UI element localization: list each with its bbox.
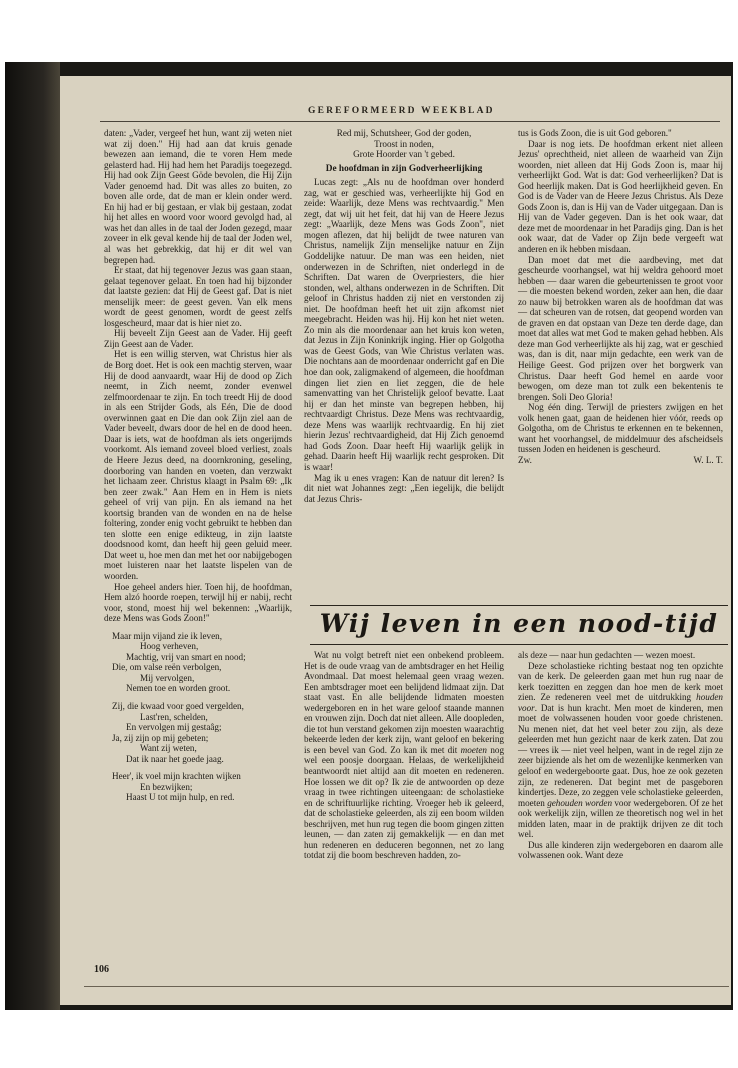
col1-paragraph-5: Hoe geheel anders hier. Toen hij, de hoofdman, Hem alzó hoorde roepen, terwijl hij er nabij, recht voor, stond, moest hij wel bekennen: „Waarlijk, deze Mens was Gods Zoon!"	[104, 581, 292, 624]
running-title: GEREFORMEERD WEEKBLAD	[308, 106, 495, 116]
poem-line: Heer', ik voel mijn krachten wijken	[112, 771, 241, 782]
col3-paragraph-2: Daar is nog iets. De hoofdman erkent niet alleen Jezus' oprechtheid, niet alleen de waarheid van Zijn woorden, niet alleen dat Hij Gods Zoon is, maar hij verheerlijkt God. Wat is dat: God verheerlijken? Dat is God heerlijk maken. Dat is God heerlijkheid geven. En God is de Vader van de Heere Jezus Christus. Als Deze Gods Zoon is, dan is Hij van de Vader uitgegaan. Dan is Hij van de Vader gegeven. Dan is het ook waar, dat deze met de moordenaar in het Paradijs ging. Dan is het ook waar, dat de Vader op Zijn bede vergeeft wat anderen en ik hebben misdaan.	[518, 138, 723, 255]
article2-paragraph-2: als deze — naar hun gedachten — wezen moest.	[518, 650, 696, 660]
magazine-page	[60, 76, 731, 1005]
article2-text: voor wedergeboren. Of ze het ook werkelijk zijn, willen ze theoretisch nog wel in het midden laten, maar in de praktijk drijven ze dit toch wel.	[518, 797, 724, 840]
article2-text: nog wel een poosje doorgaan. Helaas, de werkelijkheid beantwoordt niet altijd aan dit moeten en redeneren. Hoe lossen we dit op? Ik zie de antwoorden op deze vraag in twee richtingen uiteengaan: de scholastieke en de schriftuurlijke richting. Vroeger heb ik geleerd, dat de scholastieke geleerden, als zij een boom wilden beschrijven, met hun rug tegen die boom gingen zitten leunen, — dan zaten zij gemakkelijk — en dan met hun redeneren en deduceren begonnen, net zo lang totdat zij die boom beschreven hadden, zo-	[304, 744, 505, 861]
emphasis-gehouden-worden: gehouden worden	[547, 797, 613, 808]
title-rule-top	[310, 605, 728, 606]
poem-line: Maar mijn vijand zie ik leven,	[112, 630, 222, 641]
hymn-line: Grote Hoorder van 't gebed.	[353, 149, 455, 160]
hymn-line: Troost in noden,	[374, 138, 434, 149]
article2-column-left	[304, 650, 504, 861]
article2-paragraph-3	[518, 661, 723, 840]
col2-paragraph-1: Lucas zegt: „Als nu de hoofdman over honderd zag, wat er geschied was, verheerlijkte hij God en zeide: Waarlijk, deze Mens was rechtvaardig." Men zegt, dat wij uit het feit, dat hij van de Heere Jezus zegt: „Waarlijk, deze Mens was Gods Zoon", niet mogen aflezen, dat hij belijdt de twee naturen van Christus, namelijk Zijn menselijke natuur en Zijn Goddelijke natuur. De man was een heiden, niet onderwezen in de Schriften, niet onderlegd in de Schriften. Dat waren de Overpriesters, die hier stonden, wel, althans onderwezen in de Schriften. Dit geloof in Christus hadden zij niet en verstonden zij niet. De hoofdman heeft het uit zijn afkomst niet meegebracht. Heiden was hij. Hij kon het niet weten. Zo min als die moordenaar aan het kruis kon weten, dat Jezus in Zijn Koninkrijk inging. Hier op Golgotha was de Geest Gods, van Wie Christus verlaten was. Die nochtans aan de moordenaar onderricht gaf en Die hoe dan ook, zaligmakend of algemeen, die hoofdman dingen liet zien en liet zeggen, die de hele samenvatting van het Christelijk geloof bevatte. Laat hij er dan het minste van begrepen hebben, hij rechtvaardigt Christus. Deze Mens was rechtvaardig, deze Mens was waarlijk rechtvaardig. En hij ziet hierin Jezus' rechtvaardigheid, dat Hij Zich genoemd had Gods Zoon. Daar heeft Hij waarlijk gelijk in gehad. Daarin heeft Hij waarlijk recht gesproken. Dit is waar!	[304, 177, 504, 472]
poem-stanza-3	[104, 771, 292, 803]
hymn-verse	[304, 128, 504, 160]
title-rule-bottom	[310, 644, 728, 645]
poem-line: En bezwijken;	[140, 781, 193, 792]
page-number: 106	[94, 964, 109, 975]
col1-paragraph-2: Er staat, dat hij tegenover Jezus was gaan staan, gelaat tegenover gelaat. En toen had hij bijzonder dat laatste gezien: dat Hij de Geest gaf. Dat is niet menselijk meer: de geest geven. Van elk mens wordt de geest genomen, wordt de geest zelfs losgescheurd, maar dat is hier niet zo.	[104, 265, 292, 328]
poem-line: Want zij weten,	[140, 743, 197, 754]
col1-paragraph-1: daten: „Vader, vergeef het hun, want zij weten niet wat zij doen." Hij had aan dat kruis genade bewezen aan iemand, die te voren Hem mede gelasterd had. Hij had hem het Paradijs toegezegd. Hij had ook Zijn Geest Göde bevolen, die Hij Zijn Vader genoemd had. Dit was alles zo buiten, zo boven alle orde, dat de man er klein onder werd. En hij had er bij gestaan, er vlak bij gestaan, zodat hij het alles en woord voor woord gevolgd had, al was het dan alles in de taal der Joden gezegd, maar zoveer in elk geval kende hij de taal der Joden wel, al was het gebrekkig, dat hij er dit wel van begrepen had.	[104, 128, 292, 265]
signature-author: W. L. T.	[693, 454, 723, 465]
poem-stanza-1	[104, 631, 292, 694]
psalm-poem	[104, 631, 292, 803]
poem-line: Zij, die kwaad voor goed vergelden,	[112, 700, 244, 711]
article2-paragraph-1	[304, 650, 504, 861]
article2-text: Deze scholastieke richting bestaat nog ten opzichte van de kerk. De geleerden gaan met hun rug naar de kerk toezitten en zeggen dan hoe men de kerk moet zien. Ze redeneren veel met de uitdrukking	[518, 660, 723, 703]
book-binding-shadow	[5, 62, 60, 1010]
poem-line: Nemen toe en worden groot.	[126, 683, 231, 694]
column-middle	[304, 128, 504, 504]
poem-line: En vervolgen mij gestaâg;	[126, 722, 222, 733]
col3-paragraph-1: tus is Gods Zoon, die is uit God geboren."	[518, 128, 672, 138]
poem-line: Mij vervolgen,	[140, 672, 195, 683]
article2-text: Wat nu volgt betreft niet een onbekend probleem. Het is de oude vraag van de ambtsdrager en het Heilig Avondmaal. Dat moest helemaal geen vraag wezen. Een ambtsdrager moet een belijdend lidmaat zijn. Dat staat vast. En alle belijdende lidmaten moesten wedergeboren en in het ware geloof staande mannen en vrouwen zijn. Doch dat niet alleen. Alle doopleden, die tot hun verstand gekomen zijn moesten waarachtig bekeerde leden der kerk zijn, want geloof en bekering is een bevel van God. Zo kan ik met dit	[304, 650, 504, 755]
poem-line: Last'ren, schelden,	[140, 711, 208, 722]
col3-paragraph-4: Nog één ding. Terwijl de priesters zwijgen en het volk henen gaat, gaan de heidenen hier vóór, reeds op Golgotha, om de Christus te erkennen en te bekennen, want het voorhangsel, de middelmuur des afscheidsels tussen Joden en heidenen is gescheurd.	[518, 402, 723, 455]
poem-line: Dat ik naar het goede jaag.	[126, 753, 224, 764]
emphasis-moeten: moeten	[460, 744, 487, 755]
article2-text: . Dat is hun kracht. Men moet de kinderen, men moet de volwassenen houden voor goede christenen. Nu menen niet, dat het veel beter zou zijn, als deze geleerden met hun gezicht naar de kerk zaten. Dat zou — vrees ik — niet veel helpen, want in de regel zijn ze zeer bijziende als het om de wezenlijke kenmerken van geloof en wedergeboorte gaat. Dus, hoe ze ook gezeten zijn, ze redeneren. Dat begint met de pasgeboren kindertjes. Deze, zo zeggen vele scholastieke geleerden, moeten	[518, 702, 723, 808]
poem-line: Die, om valse reën verbolgen,	[112, 662, 222, 673]
poem-line: Haast U tot mijn hulp, en red.	[126, 792, 235, 803]
article-title: Wij leven in een nood-tijd	[319, 609, 719, 638]
poem-line: Hoog verheven,	[140, 641, 199, 652]
column-left	[104, 128, 292, 810]
poem-stanza-2	[104, 701, 292, 764]
hymn-line: Red mij, Schutsheer, God der goden,	[336, 128, 472, 138]
col1-paragraph-4: Het is een willig sterven, wat Christus hier als de Borg doet. Het is ook een machtig sterven, waar Hij de dood aanvaardt, waar Hij de dood op Zich neemt, in Zich neemt, zonder evenwel zelfmoordenaar te zijn. En toch treedt Hij de dood in als een Strijder Gods, als Eén, Die de dood overwinnen gaat en Die dan ook Zijn ziel aan de Vader beveelt, dwars door de hel en de dood heen. Daar is iets, wat de hoofdman als iets ongerijmds voorkomt. Als iemand zoveel bloed verliest, zoals de Heere Jezus deed, na doornkroning, geseling, doorboring van handen en voeten, dan verzwakt het lichaam zeer. Christus klaagt in Psalm 69: „Ik ben zeer zwak." Aan Hem en in Hem is niets geheel of vrij van pijn. En als iemand na het koortsig branden van de wonden en na de helse foltering, zonder enig vocht gebruikt te hebben dan ten slotte een enige edikteug, in zijn laatste doodsnood komt, dan heeft hij geen geluid meer. Dat weet u, hoe men dan met het oor nabijgebogen moet luisteren naar het laatste lispelen van de woorden.	[104, 349, 292, 581]
poem-line: Ja, zij zijn op mij gebeten;	[112, 732, 209, 743]
article2-column-right	[518, 650, 723, 861]
header-rule	[100, 121, 720, 122]
footer-rule	[84, 986, 729, 987]
col1-paragraph-3: Hij beveelt Zijn Geest aan de Vader. Hij geeft Zijn Geest aan de Vader.	[104, 328, 292, 349]
section-heading: De hoofdman in zijn Godverheerlijking	[325, 163, 483, 174]
signature-line	[518, 455, 723, 466]
poem-line: Machtig, vrij van smart en nood;	[126, 651, 246, 662]
article2-paragraph-4: Dus alle kinderen zijn wedergeboren en daarom alle volwassenen ook. Want deze	[518, 839, 723, 861]
col2-paragraph-2: Mag ik u enes vragen: Kan de natuur dit leren? Is dit niet wat Johannes zegt: „Een iegelijk, die belijdt dat Jezus Chris-	[304, 472, 504, 504]
emphasis-houden-voor: houden voor	[518, 692, 723, 713]
col3-paragraph-3: Dan moet dat met die aardbeving, met dat gescheurde voorhangsel, wat hij weldra gehoord moet hebben — daar waren die gebeurtenissen te groot voor — die moesten bekend worden, zeker aan hen, die daar zo nauw bij betrokken waren als de hoofdman dat was — dat scheuren van de rotsen, dat geopend worden van de graven en dat opstaan van Deze ten derde dage, dan moet dat alles wat met God te maken gehad hebben. Als deze man God verheerlijkte als hij zag, wat er geschied was, dan is dit, naar mijn gedachte, een werk van de Heilige Geest. God prijzen over het borgwerk van Christus. Daar heeft God hemel en aarde voor bewogen, om deze man tot zulk een bekentenis te brengen. Soli Deo Gloria!	[518, 254, 723, 402]
column-right	[518, 128, 723, 466]
signature-place: Zw.	[518, 454, 532, 465]
